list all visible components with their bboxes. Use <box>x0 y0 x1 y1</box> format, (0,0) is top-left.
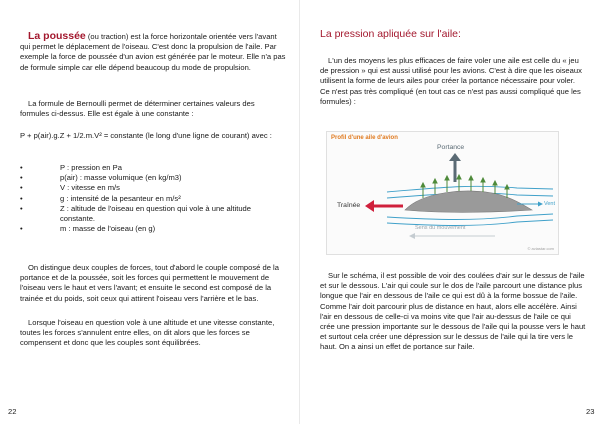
equilibre-paragraph: Lorsque l'oiseau en question vole à une altitude et une vitesse constante, toutes les forces s'annulent entre elles, on dit alors que les forces se compensent et donc que les couples sont équilibrées. <box>20 318 275 348</box>
definition-item: • g : intensité de la pesanteur en m/s² <box>20 194 290 204</box>
portance-arrowhead <box>449 153 461 161</box>
pression-intro-paragraph: L'un des moyens les plus efficaces de faire voler une aile est celle du « jeu de pression » qui est aussi utilisé pour les avions. C'est à dire que les oiseaux utilisent la forme de leurs ailes pour créer la portance nécessaire pour voler. Ce n'est pas très compliqué (en tout cas ce n'est pas aussi compliqué que les formules) : <box>320 56 582 106</box>
portance-label: Portance <box>437 144 465 151</box>
bernoulli-intro: La formule de Bernoulli permet de déterminer certaines valeurs des formules ci-dessus. Elle est égale à une constante : <box>20 99 255 119</box>
pression-heading: La pression apliquée sur l'aile: <box>320 28 461 40</box>
definition-item: • Z : altitude de l'oiseau en question qui vole à une altitude constante. <box>20 204 290 224</box>
bernoulli-formula: P + p(air).g.Z + 1/2.m.V² = constante (le long d'une ligne de courant) avec : <box>20 131 272 140</box>
definition-item: • P : pression en Pa <box>20 163 290 173</box>
page-number-right: 23 <box>586 407 595 416</box>
poussee-intro-rest: est la force horizontale orientée vers l'avant qui permet le déplacement de l'oiseau. C'est donc la propulsion de l'aile. Par exemple la force de poussée d'un avion est générée par le moteur. Elle n'a pas de formule simple car elle dépend beaucoup du mode de propulsion. <box>20 32 286 72</box>
page-number-left: 22 <box>8 407 17 416</box>
couples-paragraph: On distingue deux couples de forces, tout d'abord le couple composé de la portance et de la poussée, soit les forces qui permettent le mouvement de l'oiseau vers le haut et vers l'avant; et ensuite le second est composé de la trainée et du poids, soit ceux qui attirent l'oiseau vers l'arrière et le bas. <box>20 263 279 303</box>
wing-profile-figure <box>326 131 559 255</box>
sens-label: Sens du mouvement <box>415 225 466 231</box>
figure-title: Profil d'une aile d'avion <box>331 135 398 141</box>
poussee-paragraph <box>20 31 288 73</box>
trainee-arrowhead <box>365 200 374 212</box>
schema-paragraph: Sur le schéma, il est possible de voir des coulées d'air sur le dessus de l'aile et sur le dessous. L'air qui coule sur le dos de l'aile parcourt une distance plus longue que l'air en dessous de l'aile ce qui est dû à la forme bossue de l'aile. Comme l'air doit parcourir plus de distance en haut, alors elle accélère. Ainsi l'air en dessous de celle-ci va moins vite que l'air au-dessus de l'aile ce qui crée une pression importante sur le dessous de l'aile qui la pousse vers le haut et surtout cela créer une dépression sur le dessus de l'aile qui la tire vers le haut. On a ainsi un effet de portance sur l'aile. <box>320 271 586 352</box>
definition-item: • m : masse de l'oiseau (en g) <box>20 224 290 234</box>
trainee-label: Traînée <box>337 202 361 209</box>
definitions-list <box>20 163 290 234</box>
definition-item: • p(air) : masse volumique (en kg/m3) <box>20 173 290 183</box>
vent-label: Vent <box>544 201 556 207</box>
definition-item: • V : vitesse en m/s <box>20 183 290 193</box>
airflow-line <box>387 220 553 226</box>
poussee-intro-suffix: (ou traction) <box>85 32 129 41</box>
figure-credit: © aviastar.com <box>527 246 554 251</box>
airflow-line <box>387 214 553 220</box>
wing-shape <box>405 191 532 212</box>
poussee-heading: La poussée <box>28 30 86 42</box>
